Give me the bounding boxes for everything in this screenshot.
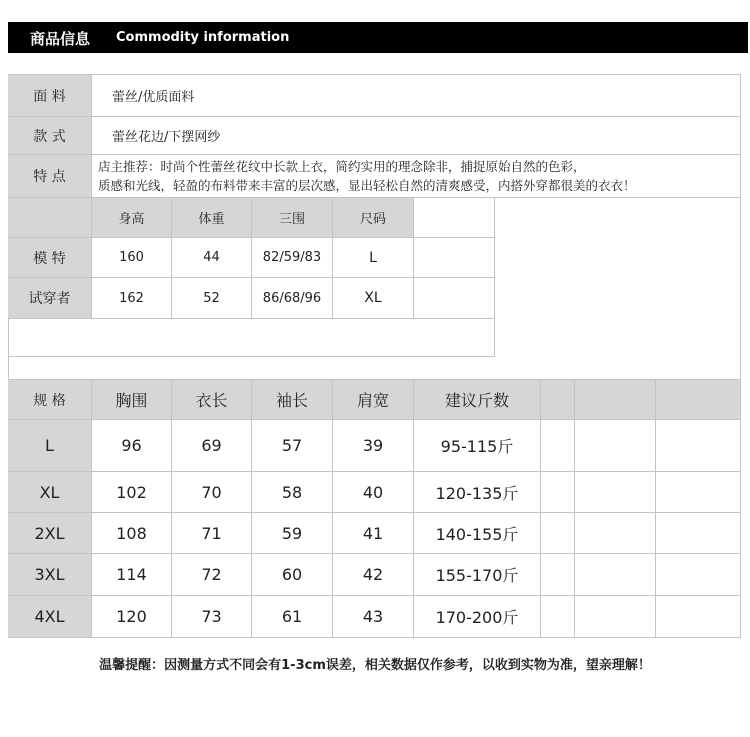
header-title-en: Commodity information bbox=[116, 30, 290, 45]
weight-range-value: 140-155斤 bbox=[414, 513, 541, 554]
model-header-empty bbox=[414, 198, 495, 238]
size-header-extra-1 bbox=[541, 380, 575, 420]
shoulder-value: 42 bbox=[333, 554, 414, 596]
size-extra-cell bbox=[575, 513, 656, 554]
size-extra-cell bbox=[541, 554, 575, 596]
size-header-weight-range: 建议斤数 bbox=[414, 380, 541, 420]
model-header-weight: 体重 bbox=[172, 198, 252, 238]
shoulder-value: 41 bbox=[333, 513, 414, 554]
shoulder-value: 43 bbox=[333, 596, 414, 638]
size-extra-cell bbox=[541, 472, 575, 513]
model-row-label: 模 特 bbox=[8, 238, 92, 278]
size-extra-cell bbox=[656, 513, 741, 554]
weight-range-value: 155-170斤 bbox=[414, 554, 541, 596]
material-label: 面 料 bbox=[8, 75, 92, 117]
tester-measurements: 86/68/96 bbox=[252, 278, 333, 319]
style-value: 蕾丝花边/下摆网纱 bbox=[92, 117, 741, 155]
size-header-spec: 规 格 bbox=[8, 380, 92, 420]
bust-value: 120 bbox=[92, 596, 172, 638]
size-extra-cell bbox=[656, 420, 741, 472]
bust-value: 108 bbox=[92, 513, 172, 554]
model-row-empty bbox=[414, 238, 495, 278]
size-header-extra-2 bbox=[575, 380, 656, 420]
size-header-bust: 胸围 bbox=[92, 380, 172, 420]
header-title-cn: 商品信息 bbox=[30, 30, 91, 48]
tester-row-empty bbox=[414, 278, 495, 319]
sleeve-value: 58 bbox=[252, 472, 333, 513]
size-label: 3XL bbox=[8, 554, 92, 596]
model-table-divider bbox=[494, 198, 495, 357]
size-label: 2XL bbox=[8, 513, 92, 554]
model-height: 160 bbox=[92, 238, 172, 278]
weight-range-value: 170-200斤 bbox=[414, 596, 541, 638]
model-header-height: 身高 bbox=[92, 198, 172, 238]
sleeve-value: 61 bbox=[252, 596, 333, 638]
length-value: 71 bbox=[172, 513, 252, 554]
model-measurements: 82/59/83 bbox=[252, 238, 333, 278]
bust-value: 102 bbox=[92, 472, 172, 513]
size-extra-cell bbox=[575, 420, 656, 472]
sleeve-value: 59 bbox=[252, 513, 333, 554]
header-bar bbox=[8, 22, 748, 53]
tester-row-label: 试穿者 bbox=[8, 278, 92, 319]
length-value: 69 bbox=[172, 420, 252, 472]
size-extra-cell bbox=[541, 420, 575, 472]
reminder-note: 温馨提醒：因测量方式不同会有1-3cm误差，相关数据仅作参考，以收到实物为准，望亲理解！ bbox=[99, 658, 651, 673]
length-value: 72 bbox=[172, 554, 252, 596]
feature-label: 特 点 bbox=[8, 155, 92, 198]
model-table-corner bbox=[8, 198, 92, 238]
feature-line-2: 质感和光线，轻盈的布料带来丰富的层次感，显出轻松自然的清爽感受，内搭外穿都很美的衣衣！ bbox=[98, 178, 636, 193]
weight-range-value: 95-115斤 bbox=[414, 420, 541, 472]
feature-description bbox=[92, 155, 741, 198]
size-extra-cell bbox=[575, 472, 656, 513]
sleeve-value: 60 bbox=[252, 554, 333, 596]
model-weight: 44 bbox=[172, 238, 252, 278]
size-extra-cell bbox=[656, 596, 741, 638]
size-header-sleeve: 袖长 bbox=[252, 380, 333, 420]
style-label: 款 式 bbox=[8, 117, 92, 155]
model-header-size: 尺码 bbox=[333, 198, 414, 238]
size-extra-cell bbox=[575, 596, 656, 638]
shoulder-value: 40 bbox=[333, 472, 414, 513]
size-extra-cell bbox=[656, 472, 741, 513]
shoulder-value: 39 bbox=[333, 420, 414, 472]
spacer-row bbox=[8, 357, 741, 380]
tester-size: XL bbox=[333, 278, 414, 319]
size-header-shoulder: 肩宽 bbox=[333, 380, 414, 420]
size-extra-cell bbox=[541, 596, 575, 638]
material-value: 蕾丝/优质面料 bbox=[92, 75, 741, 117]
model-table-blank bbox=[8, 319, 495, 357]
feature-line-1: 店主推荐：时尚个性蕾丝花纹中长款上衣，简约实用的理念除非，捕捉原始自然的色彩， bbox=[98, 159, 586, 174]
size-header-extra-3 bbox=[656, 380, 741, 420]
model-header-measurements: 三围 bbox=[252, 198, 333, 238]
size-label: L bbox=[8, 420, 92, 472]
sleeve-value: 57 bbox=[252, 420, 333, 472]
length-value: 73 bbox=[172, 596, 252, 638]
bust-value: 114 bbox=[92, 554, 172, 596]
size-extra-cell bbox=[541, 513, 575, 554]
size-label: XL bbox=[8, 472, 92, 513]
size-extra-cell bbox=[656, 554, 741, 596]
size-header-length: 衣长 bbox=[172, 380, 252, 420]
weight-range-value: 120-135斤 bbox=[414, 472, 541, 513]
bust-value: 96 bbox=[92, 420, 172, 472]
model-size: L bbox=[333, 238, 414, 278]
size-label: 4XL bbox=[8, 596, 92, 638]
length-value: 70 bbox=[172, 472, 252, 513]
size-extra-cell bbox=[575, 554, 656, 596]
tester-weight: 52 bbox=[172, 278, 252, 319]
tester-height: 162 bbox=[92, 278, 172, 319]
